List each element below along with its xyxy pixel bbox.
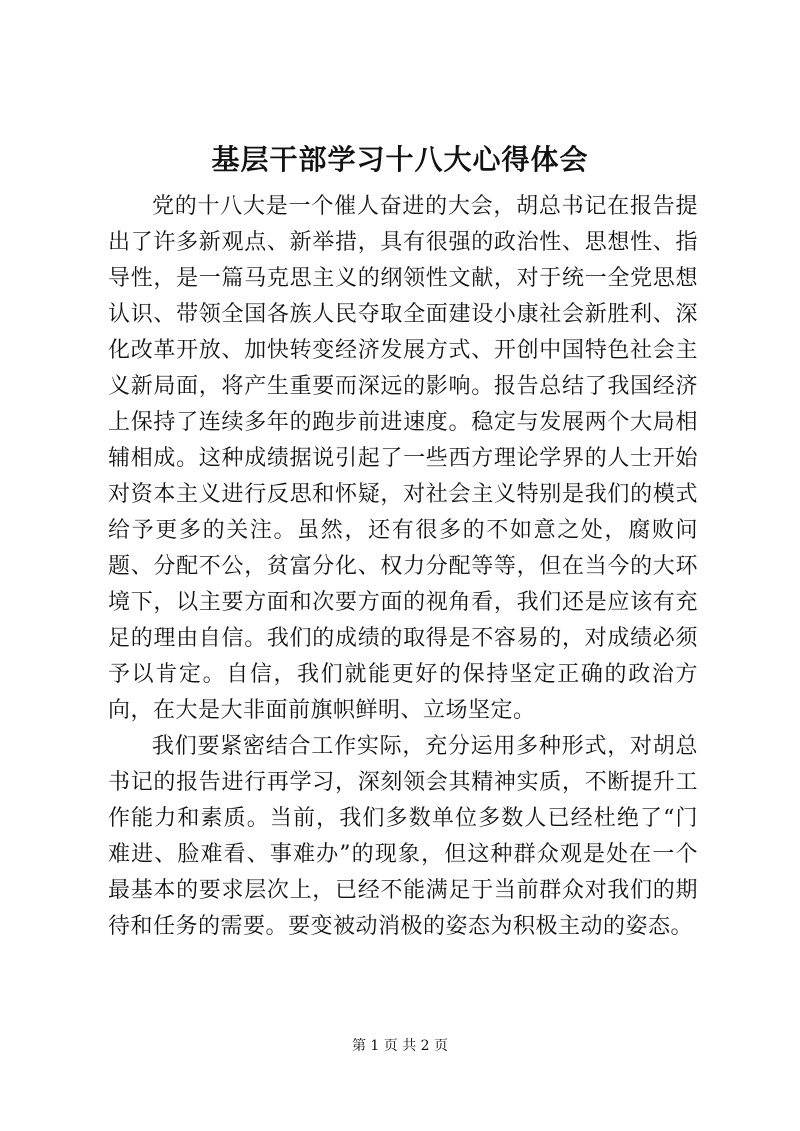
document-title: 基层干部学习十八大心得体会 [211,143,589,176]
page-footer [0,1036,800,1056]
document-body [108,189,698,945]
paragraph-2: 我们要紧密结合工作实际，充分运用多种形式，对胡总书记的报告进行再学习，深刻领会其精神实质，不断提升工作能力和素质。当前，我们多数单位多数人已经杜绝了“门难进、脸难看、事难办”的现象，但这种群众观是处在一个最基本的要求层次上，已经不能满足于当前群众对我们的期待和任务的需要。要变被动消极的姿态为积极主动的姿态。 [108,734,698,939]
paragraph-1: 党的十八大是一个催人奋进的大会，胡总书记在报告提出了许多新观点、新举措，具有很强的政治性、思想性、指导性，是一篇马克思主义的纲领性文献，对于统一全党思想认识、带领全国各族人民夺取全面建设小康社会新胜利、深化改革开放、加快转变经济发展方式、开创中国特色社会主义新局面，将产生重要而深远的影响。报告总结了我国经济上保持了连续多年的跑步前进速度。稳定与发展两个大局相辅相成。这种成绩据说引起了一些西方理论学界的人士开始对资本主义进行反思和怀疑，对社会主义特别是我们的模式给予更多的关注。虽然，还有很多的不如意之处，腐败问题、分配不公，贫富分化、权力分配等等，但在当今的大环境下，以主要方面和次要方面的视角看，我们还是应该有充足的理由自信。我们的成绩的取得是不容易的，对成绩必须予以肯定。自信，我们就能更好的保持坚定正确的政治方向，在大是大非面前旗帜鲜明、立场坚定。 [108,194,698,723]
page-number-indicator: 第 1 页 共 2 页 [351,1038,449,1054]
